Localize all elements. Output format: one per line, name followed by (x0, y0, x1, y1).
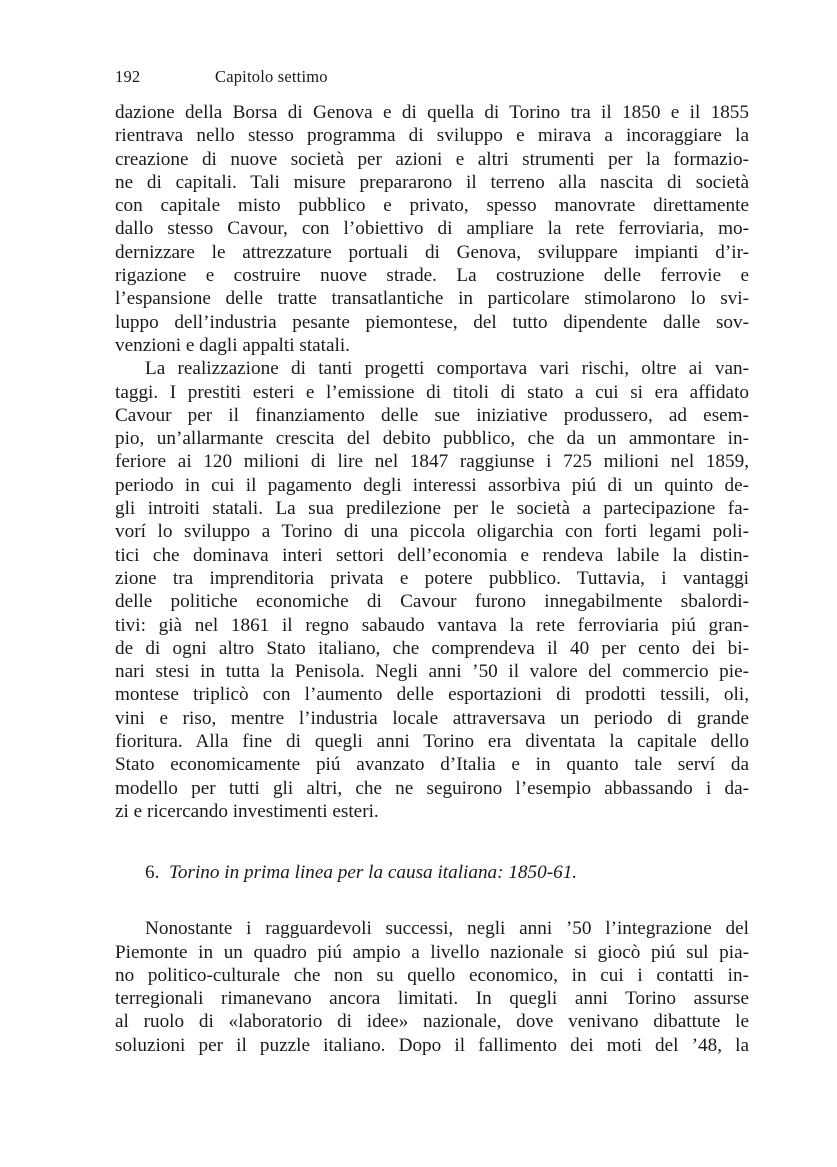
text-line: periodo in cui il pagamento degli interessi assorbiva piú di un quinto de- (115, 474, 749, 496)
text-line: vorí lo sviluppo a Torino di una piccola oligarchia con forti legami poli- (115, 521, 749, 543)
text-line: zione tra imprenditoria privata e potere pubblico. Tuttavia, i vantaggi (115, 567, 749, 589)
text-line: La realizzazione di tanti progetti comportava vari rischi, oltre ai van- (145, 358, 749, 380)
text-line: fioritura. Alla fine di quegli anni Torino era diventata la capitale dello (115, 731, 749, 753)
paragraph-3 (115, 917, 749, 1057)
paragraph-1 (115, 101, 749, 357)
chapter-title: Capitolo settimo (215, 67, 328, 86)
text-line: dazione della Borsa di Genova e di quella di Torino tra il 1850 e il 1855 (115, 102, 749, 123)
text-line: gli introiti statali. La sua predilezione per le società a partecipazione fa- (115, 498, 749, 520)
page-body (115, 101, 749, 1057)
text-line: tici che dominava interi settori dell’economia e rendeva labile la distin- (115, 544, 749, 566)
text-line: dallo stesso Cavour, con l’obiettivo di ampliare la rete ferroviaria, mo- (115, 218, 749, 240)
text-line: delle politiche economiche di Cavour furono innegabilmente sbalordi- (115, 591, 749, 613)
text-line: Cavour per il finanziamento delle sue iniziative produssero, ad esem- (115, 404, 749, 426)
text-line: vini e riso, mentre l’industria locale attraversava un periodo di grande (115, 707, 749, 729)
text-line: ne di capitali. Tali misure prepararono il terreno alla nascita di società (115, 171, 749, 193)
text-line: creazione di nuove società per azioni e altri strumenti per la formazio- (115, 148, 749, 170)
text-line: l’espansione delle tratte transatlantiche in particolare stimolarono lo svi- (115, 288, 749, 310)
text-line: rigazione e costruire nuove strade. La costruzione delle ferrovie e (115, 265, 749, 287)
section-heading (115, 861, 749, 885)
page-number: 192 (115, 67, 141, 86)
text-line: taggi. I prestiti esteri e l’emissione di titoli di stato a cui si era affidato (115, 381, 749, 403)
text-line: dernizzare le attrezzature portuali di Genova, sviluppare impianti d’ir- (115, 241, 749, 263)
text-line: luppo dell’industria pesante piemontese, del tutto dipendente dalle sov- (115, 311, 749, 333)
text-line: Nonostante i ragguardevoli successi, negli anni ’50 l’integrazione del (145, 918, 749, 940)
running-header (115, 67, 328, 87)
text-line: de di ogni altro Stato italiano, che comprendeva il 40 per cento dei bi- (115, 637, 749, 659)
text-line: terregionali rimanevano ancora limitati. In quegli anni Torino assurse (115, 988, 749, 1010)
text-line: al ruolo di «laboratorio di idee» nazionale, dove venivano dibattute le (115, 1011, 749, 1033)
text-line: modello per tutti gli altri, che ne seguirono l’esempio abbassando i da- (115, 777, 749, 799)
paragraph-2 (115, 357, 749, 823)
text-line: pio, un’allarmante crescita del debito pubblico, che da un ammontare in- (115, 428, 749, 450)
text-line: tivi: già nel 1861 il regno sabaudo vantava la rete ferroviaria piú gran- (115, 614, 749, 636)
text-line: venzioni e dagli appalti statali. (115, 334, 350, 356)
text-line: montese triplicò con l’aumento delle esportazioni di prodotti tessili, oli, (115, 684, 749, 706)
text-line: rientrava nello stesso programma di sviluppo e mirava a incoraggiare la (115, 125, 749, 147)
section-title: Torino in prima linea per la causa italiana: 1850-61. (168, 862, 578, 884)
text-line: con capitale misto pubblico e privato, spesso manovrate direttamente (115, 195, 749, 217)
text-line: nari stesi in tutta la Penisola. Negli anni ’50 il valore del commercio pie- (115, 661, 749, 683)
text-line: soluzioni per il puzzle italiano. Dopo il fallimento dei moti del ’48, la (115, 1034, 749, 1056)
text-line: feriore ai 120 milioni di lire nel 1847 raggiunse i 725 milioni nel 1859, (115, 451, 749, 473)
text-line: Stato economicamente piú avanzato d’Italia e in quanto tale serví da (115, 754, 749, 776)
text-line: Piemonte in un quadro piú ampio a livello nazionale si giocò piú sul pia- (115, 941, 749, 963)
text-line: no politico-culturale che non su quello economico, in cui i contatti in- (115, 964, 749, 986)
text-line: zi e ricercando investimenti esteri. (115, 800, 379, 822)
section-number: 6. (145, 862, 160, 884)
